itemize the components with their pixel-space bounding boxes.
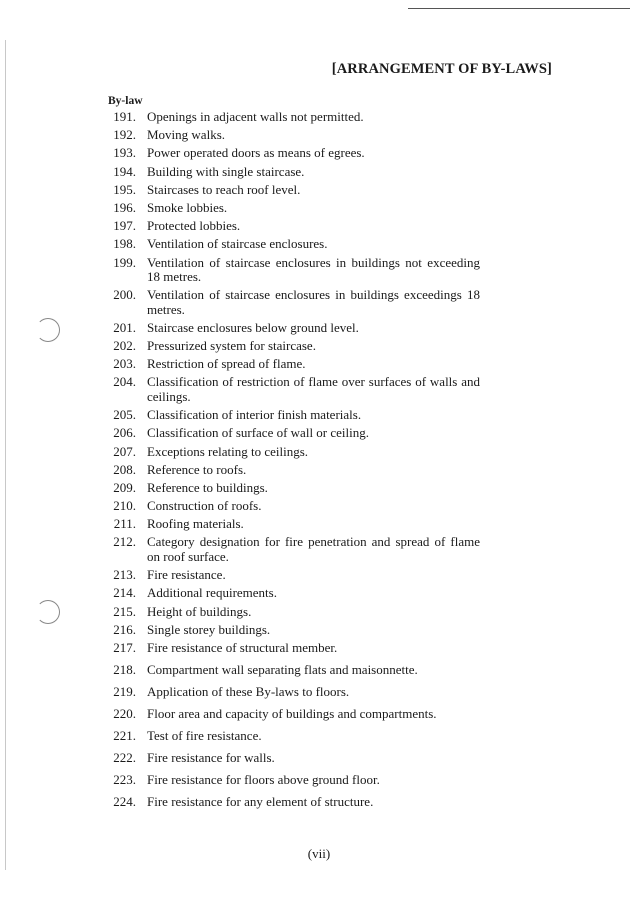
bylaw-title: Classification of interior finish materials. bbox=[147, 407, 362, 423]
bylaw-entry bbox=[100, 535, 480, 564]
bylaw-entry bbox=[100, 751, 480, 766]
bylaw-number: 191. bbox=[113, 109, 136, 124]
bylaw-entry bbox=[100, 146, 480, 161]
bylaw-title: Application of these By-laws to floors. bbox=[147, 683, 350, 699]
bylaw-title: Staircases to reach roof level. bbox=[147, 181, 301, 197]
bylaw-number: 201. bbox=[113, 319, 136, 335]
bylaw-number: 216. bbox=[113, 621, 136, 637]
bylaw-title: Fire resistance for floors above ground floor. bbox=[147, 771, 380, 787]
bylaw-number: 220. bbox=[113, 705, 136, 721]
bylaw-title: Fire resistance for walls. bbox=[147, 749, 275, 765]
bylaw-entry bbox=[100, 499, 480, 514]
bylaw-title: Roofing materials. bbox=[147, 516, 244, 532]
bylaw-number: 195. bbox=[113, 181, 136, 197]
bylaw-number: 204. bbox=[113, 374, 136, 390]
bylaw-title: Reference to buildings. bbox=[147, 479, 268, 495]
bylaw-entry bbox=[100, 605, 480, 620]
bylaw-entry bbox=[100, 408, 480, 423]
bylaw-number: 193. bbox=[113, 145, 136, 161]
bylaw-number: 213. bbox=[113, 567, 136, 583]
left-margin-line bbox=[5, 40, 6, 870]
bylaw-entry bbox=[100, 375, 480, 404]
bylaw-number: 199. bbox=[113, 254, 136, 270]
bylaw-title: Fire resistance. bbox=[147, 567, 226, 583]
bylaw-title: Staircase enclosures below ground level. bbox=[147, 319, 359, 335]
bylaw-number: 207. bbox=[113, 443, 136, 459]
bylaw-entry bbox=[100, 729, 480, 744]
bylaw-title: Height of buildings. bbox=[147, 603, 252, 619]
bylaw-entry bbox=[100, 517, 480, 532]
bylaw-entry bbox=[100, 795, 480, 810]
bylaw-title: Test of fire resistance. bbox=[147, 727, 262, 743]
bylaw-title: Fire resistance for any element of structure. bbox=[147, 793, 374, 809]
bylaw-title: Floor area and capacity of buildings and compartments. bbox=[147, 705, 437, 721]
bylaw-title: Protected lobbies. bbox=[147, 218, 241, 234]
bylaw-number: 215. bbox=[113, 603, 136, 619]
bylaw-title: Restriction of spread of flame. bbox=[147, 356, 306, 372]
section-header: [ARRANGEMENT OF BY-LAWS] bbox=[331, 61, 552, 77]
bylaw-entry bbox=[100, 623, 480, 638]
bylaw-entry bbox=[100, 339, 480, 354]
punch-hole-mark bbox=[36, 318, 60, 342]
bylaw-title: Category designation for fire penetration and spread of flame on roof surface. bbox=[147, 534, 480, 564]
bylaw-entry bbox=[100, 201, 480, 216]
bylaw-entry bbox=[100, 237, 480, 252]
bylaw-title: Compartment wall separating flats and maisonnette. bbox=[147, 661, 418, 677]
bylaw-entry bbox=[100, 445, 480, 460]
bylaw-title: Classification of surface of wall or ceiling. bbox=[147, 425, 370, 441]
bylaw-number: 194. bbox=[113, 163, 136, 179]
bylaw-entry bbox=[100, 685, 480, 700]
bylaw-title: Ventilation of staircase enclosures in buildings exceedings 18 metres. bbox=[147, 287, 480, 317]
bylaw-entry bbox=[100, 426, 480, 441]
bylaw-title: Fire resistance of structural member. bbox=[147, 639, 338, 655]
bylaw-title: Building with single staircase. bbox=[147, 163, 305, 179]
bylaw-number: 214. bbox=[113, 585, 136, 601]
bylaw-title: Ventilation of staircase enclosures. bbox=[147, 236, 328, 252]
bylaw-number: 205. bbox=[113, 407, 136, 423]
bylaw-entry bbox=[100, 568, 480, 583]
bylaw-number: 198. bbox=[113, 236, 136, 252]
bylaw-number: 223. bbox=[113, 771, 136, 787]
bylaw-title: Smoke lobbies. bbox=[147, 199, 228, 215]
bylaw-entry bbox=[100, 707, 480, 722]
bylaw-number: 218. bbox=[113, 661, 136, 677]
bylaw-entry bbox=[100, 586, 480, 601]
bylaw-number: 192. bbox=[113, 127, 136, 143]
bylaw-title: Ventilation of staircase enclosures in buildings not exceeding 18 metres. bbox=[147, 254, 480, 284]
bylaw-number: 197. bbox=[113, 218, 136, 234]
bylaw-entry bbox=[100, 219, 480, 234]
bylaw-title: Construction of roofs. bbox=[147, 498, 262, 514]
bylaw-number: 224. bbox=[113, 793, 136, 809]
bylaw-title: Pressurized system for staircase. bbox=[147, 338, 316, 354]
page-number: (vii) bbox=[307, 846, 331, 861]
bylaw-number: 208. bbox=[113, 461, 136, 477]
bylaw-entry bbox=[100, 773, 480, 788]
bylaw-number: 222. bbox=[113, 749, 136, 765]
bylaw-number: 200. bbox=[113, 287, 136, 303]
bylaw-title: Power operated doors as means of egrees. bbox=[147, 145, 365, 161]
bylaw-number: 209. bbox=[113, 479, 136, 495]
punch-hole-mark bbox=[36, 600, 60, 624]
bylaw-number: 212. bbox=[113, 534, 136, 550]
bylaw-entry bbox=[100, 321, 480, 336]
bylaw-list bbox=[100, 110, 480, 817]
bylaw-title: Exceptions relating to ceilings. bbox=[147, 443, 309, 459]
bylaw-number: 206. bbox=[113, 425, 136, 441]
bylaw-entry bbox=[100, 110, 480, 125]
bylaw-number: 202. bbox=[113, 338, 136, 354]
bylaw-entry bbox=[100, 128, 480, 143]
bylaw-entry bbox=[100, 663, 480, 678]
bylaw-number: 210. bbox=[113, 498, 136, 514]
bylaw-entry bbox=[100, 183, 480, 198]
bylaw-title: Single storey buildings. bbox=[147, 621, 271, 637]
bylaw-title: Classification of restriction of flame over surfaces of walls and ceilings. bbox=[147, 374, 480, 404]
bylaw-number: 219. bbox=[113, 683, 136, 699]
top-rule bbox=[408, 8, 630, 9]
bylaw-entry bbox=[100, 481, 480, 496]
bylaw-entry bbox=[100, 288, 480, 317]
bylaw-entry bbox=[100, 165, 480, 180]
column-label: By-law bbox=[108, 95, 143, 107]
bylaw-number: 217. bbox=[113, 639, 136, 655]
bylaw-number: 211. bbox=[113, 516, 136, 532]
bylaw-title: Additional requirements. bbox=[147, 585, 277, 601]
bylaw-entry bbox=[100, 641, 480, 656]
bylaw-entry bbox=[100, 463, 480, 478]
bylaw-number: 196. bbox=[113, 199, 136, 215]
bylaw-title: Moving walks. bbox=[147, 127, 225, 143]
bylaw-number: 221. bbox=[113, 727, 136, 743]
bylaw-title: Reference to roofs. bbox=[147, 461, 247, 477]
bylaw-number: 203. bbox=[113, 356, 136, 372]
bylaw-entry bbox=[100, 357, 480, 372]
bylaw-title: Openings in adjacent walls not permitted. bbox=[147, 109, 364, 124]
bylaw-entry bbox=[100, 256, 480, 285]
